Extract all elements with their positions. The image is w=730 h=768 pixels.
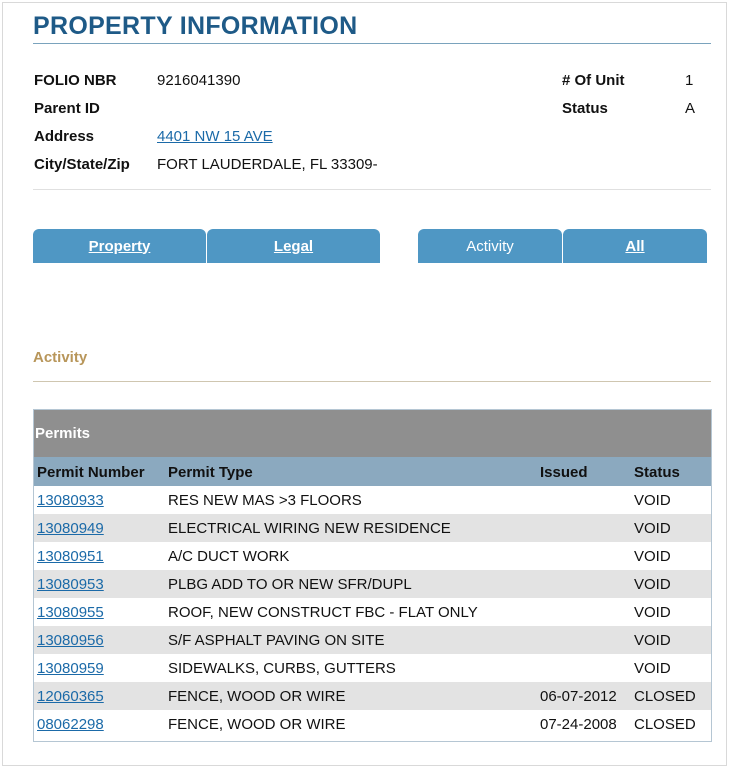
column-permit-number: Permit Number [37, 464, 145, 481]
permit-type: SIDEWALKS, CURBS, GUTTERS [168, 660, 396, 677]
permit-status: VOID [634, 632, 671, 649]
activity-heading: Activity [33, 349, 88, 366]
permit-type: RES NEW MAS >3 FLOORS [168, 492, 362, 509]
info-divider [33, 189, 711, 190]
table-row [34, 654, 711, 682]
permit-type: ELECTRICAL WIRING NEW RESIDENCE [168, 520, 451, 537]
folio-value: 9216041390 [157, 72, 241, 89]
column-status: Status [634, 464, 680, 481]
table-row [34, 570, 711, 598]
permit-number-link[interactable]: 13080953 [37, 576, 104, 593]
table-row [34, 514, 711, 542]
page-title: PROPERTY INFORMATION [33, 12, 358, 40]
permit-status: VOID [634, 576, 671, 593]
permit-number-link[interactable]: 12060365 [37, 688, 104, 705]
permit-status: VOID [634, 492, 671, 509]
permit-status: VOID [634, 548, 671, 565]
permit-type: FENCE, WOOD OR WIRE [168, 688, 346, 705]
permit-status: CLOSED [634, 688, 696, 705]
address-label: Address [34, 128, 95, 145]
permit-type: ROOF, NEW CONSTRUCT FBC - FLAT ONLY [168, 604, 478, 621]
table-row [34, 682, 711, 710]
permit-number-link[interactable]: 13080959 [37, 660, 104, 677]
folio-label: FOLIO NBR [34, 72, 117, 89]
permit-number-link[interactable]: 13080933 [37, 492, 104, 509]
permits-title: Permits [34, 410, 711, 457]
tab-activity[interactable]: Activity [418, 229, 562, 263]
activity-divider [33, 381, 711, 382]
tab-property[interactable]: Property [33, 229, 206, 263]
title-divider [33, 43, 711, 44]
permits-rows [34, 486, 711, 738]
permit-status: VOID [634, 660, 671, 677]
tab-all[interactable]: All [563, 229, 707, 263]
permit-number-link[interactable]: 13080955 [37, 604, 104, 621]
units-label: # Of Unit [562, 72, 625, 89]
parent-id-label: Parent ID [34, 100, 100, 117]
column-permit-type: Permit Type [168, 464, 253, 481]
permit-number-link[interactable]: 13080951 [37, 548, 104, 565]
permit-status: CLOSED [634, 716, 696, 733]
permit-type: FENCE, WOOD OR WIRE [168, 716, 346, 733]
permit-type: A/C DUCT WORK [168, 548, 290, 565]
table-row [34, 486, 711, 514]
permit-number-link[interactable]: 08062298 [37, 716, 104, 733]
column-issued: Issued [540, 464, 588, 481]
status-label: Status [562, 100, 608, 117]
permit-status: VOID [634, 520, 671, 537]
address-link[interactable]: 4401 NW 15 AVE [157, 128, 273, 145]
table-row [34, 626, 711, 654]
permit-issued: 07-24-2008 [540, 716, 617, 733]
tab-legal[interactable]: Legal [207, 229, 380, 263]
permit-type: S/F ASPHALT PAVING ON SITE [168, 632, 385, 649]
permit-type: PLBG ADD TO OR NEW SFR/DUPL [168, 576, 412, 593]
city-state-zip-value: FORT LAUDERDALE, FL 33309- [157, 156, 378, 173]
units-value: 1 [685, 72, 694, 89]
permit-number-link[interactable]: 13080956 [37, 632, 104, 649]
permit-number-link[interactable]: 13080949 [37, 520, 104, 537]
permit-status: VOID [634, 604, 671, 621]
permit-issued: 06-07-2012 [540, 688, 617, 705]
permits-column-header [34, 457, 711, 486]
city-state-zip-label: City/State/Zip [34, 156, 130, 173]
table-row [34, 542, 711, 570]
table-row [34, 710, 711, 738]
status-value: A [685, 100, 696, 117]
table-row [34, 598, 711, 626]
permits-table [33, 409, 712, 742]
